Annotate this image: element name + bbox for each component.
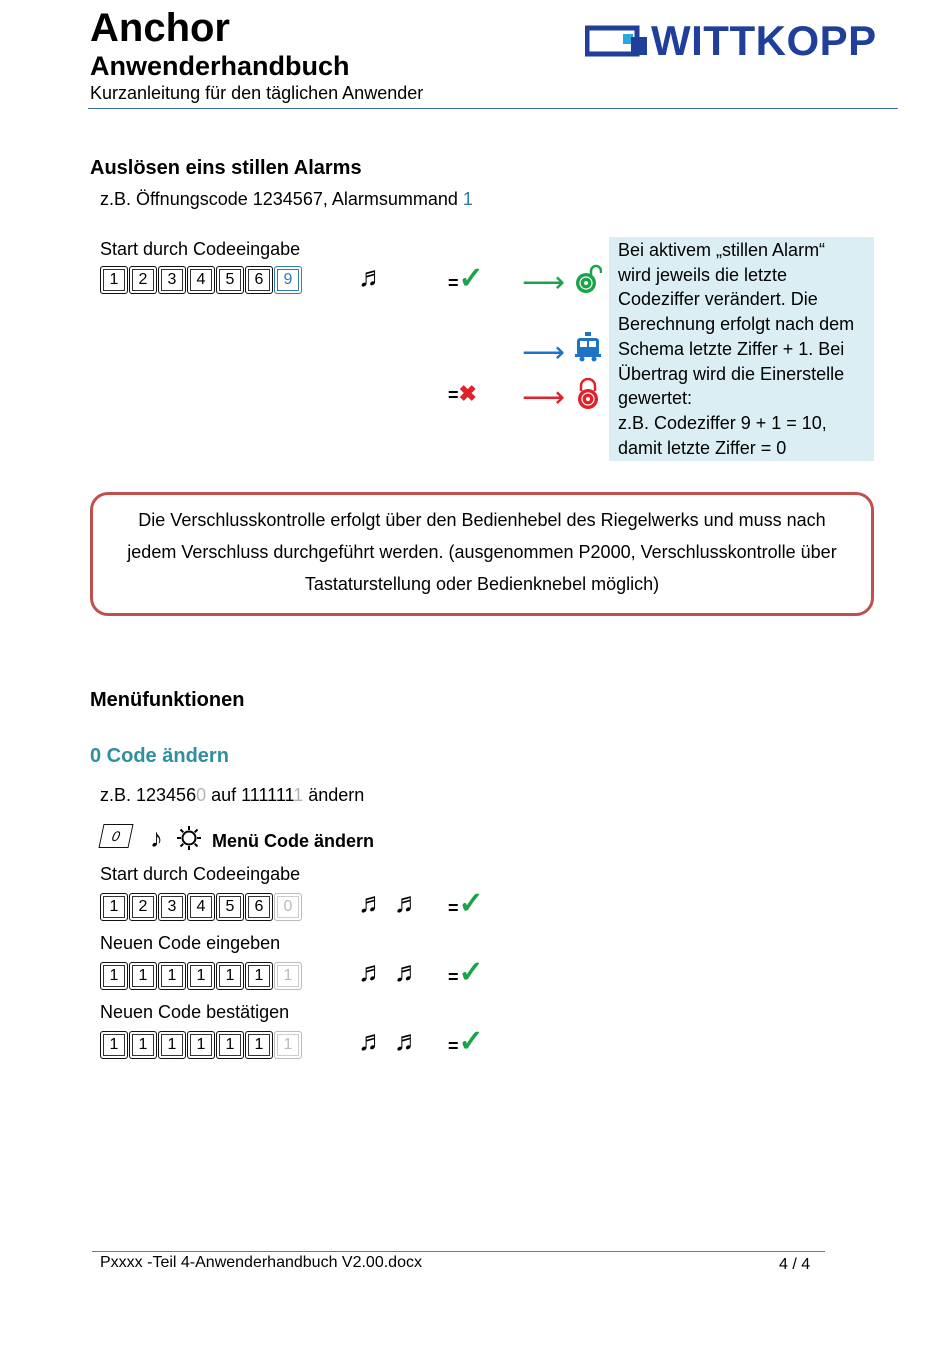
key: 1 xyxy=(129,1031,157,1059)
key: 1 xyxy=(100,962,128,990)
key: 5 xyxy=(216,266,244,294)
key: 4 xyxy=(187,893,215,921)
unlock-icon xyxy=(574,264,602,299)
key: 2 xyxy=(129,266,157,294)
info-line: Übertrag wird die Einerstelle xyxy=(618,363,845,384)
key: 1 xyxy=(100,1031,128,1059)
double-note-icon: ♬ ♬ xyxy=(358,956,422,987)
key-last: 1 xyxy=(274,1031,302,1059)
page-number: 4 / 4 xyxy=(779,1256,811,1273)
document-title: Anchor xyxy=(90,6,230,50)
notice-line: Die Verschlusskontrolle erfolgt über den Bedienhebel des Riegelwerks und muss nach xyxy=(138,510,826,530)
check-icon: ✓ xyxy=(458,1025,484,1058)
info-line: z.B. Codeziffer 9 + 1 = 10, xyxy=(618,412,827,433)
step-keypad-row xyxy=(100,1031,302,1059)
document-description: Kurzanleitung für den täglichen Anwender xyxy=(90,83,424,103)
info-line: gewertet: xyxy=(618,388,693,409)
alarm-start-label: Start durch Codeeingabe xyxy=(100,239,301,259)
key: 1 xyxy=(187,962,215,990)
key: 1 xyxy=(158,962,186,990)
menu-key-icon: 0 xyxy=(98,824,133,848)
wittkopp-logo xyxy=(585,17,877,64)
equals-sign: = xyxy=(448,1036,459,1056)
check-icon: ✓ xyxy=(458,262,484,295)
info-line: wird jeweils die letzte xyxy=(618,264,788,285)
double-note-icon: ♬ xyxy=(358,261,386,292)
code-change-heading: 0 Code ändern xyxy=(90,745,229,767)
key: 3 xyxy=(158,893,186,921)
step-label: Start durch Codeeingabe xyxy=(100,864,301,884)
lock-icon xyxy=(574,378,602,415)
key-modified: 9 xyxy=(274,266,302,294)
key: 1 xyxy=(245,962,273,990)
key: 3 xyxy=(158,266,186,294)
lock-check-notice xyxy=(90,492,874,616)
ok-indicator xyxy=(448,264,484,294)
example-text: ändern xyxy=(303,785,365,805)
equals-sign: = xyxy=(448,967,459,987)
arrow-icon: ⟶ xyxy=(522,266,566,299)
alarm-example-text: z.B. Öffnungscode 1234567, Alarmsummand xyxy=(100,189,463,209)
info-line: Berechnung erfolgt nach dem xyxy=(618,314,855,335)
document-subtitle: Anwenderhandbuch xyxy=(90,51,350,81)
key: 1 xyxy=(245,1031,273,1059)
key: 1 xyxy=(158,1031,186,1059)
silent-alarm-info-box xyxy=(609,237,874,461)
example-text: auf 111111 xyxy=(206,785,294,805)
code-change-example xyxy=(100,784,364,806)
key: 1 xyxy=(187,1031,215,1059)
check-icon: ✓ xyxy=(458,956,484,989)
example-text: z.B. 123456 xyxy=(100,785,197,805)
key: 6 xyxy=(245,266,273,294)
step-label: Neuen Code bestätigen xyxy=(100,1002,290,1022)
menu-code-change-label: Menü Code ändern xyxy=(212,831,375,851)
cross-icon: ✖ xyxy=(458,381,477,406)
alarm-example xyxy=(100,188,473,210)
info-line: Codeziffer verändert. Die xyxy=(618,289,818,310)
info-line: damit letzte Ziffer = 0 xyxy=(618,437,787,458)
footer-divider xyxy=(92,1251,825,1252)
double-note-icon: ♬ ♬ xyxy=(358,1025,422,1056)
key: 1 xyxy=(100,893,128,921)
ok-indicator xyxy=(448,889,484,919)
key: 1 xyxy=(216,962,244,990)
info-line: Schema letzte Ziffer + 1. Bei xyxy=(618,338,845,359)
double-note-icon: ♬ ♬ xyxy=(358,887,422,918)
key-last: 1 xyxy=(274,962,302,990)
arrow-icon: ⟶ xyxy=(522,381,566,414)
info-line: Bei aktivem „stillen Alarm“ xyxy=(618,240,826,260)
alarm-heading: Auslösen eins stillen Alarms xyxy=(90,157,362,179)
key: 1 xyxy=(129,962,157,990)
key: 2 xyxy=(129,893,157,921)
step-label: Neuen Code eingeben xyxy=(100,933,281,953)
key: 4 xyxy=(187,266,215,294)
alarm-summand: 1 xyxy=(462,189,473,209)
equals-sign: = xyxy=(448,385,459,405)
footer-filename: Pxxxx -Teil 4-Anwenderhandbuch V2.00.docx xyxy=(100,1254,422,1271)
equals-sign: = xyxy=(448,273,459,293)
key-last: 0 xyxy=(274,893,302,921)
key: 5 xyxy=(216,893,244,921)
error-indicator xyxy=(448,382,477,406)
single-note-icon: ♪ xyxy=(150,823,163,853)
key: 6 xyxy=(245,893,273,921)
example-grey-digit: 0 xyxy=(196,785,207,805)
notice-line: jedem Verschluss durchgeführt werden. (ausgenommen P2000, Verschlusskontrolle über xyxy=(127,542,837,562)
step-keypad-row xyxy=(100,962,302,990)
key: 1 xyxy=(100,266,128,294)
truck-icon xyxy=(574,332,602,367)
sun-icon xyxy=(176,825,202,856)
example-grey-digit: 1 xyxy=(293,785,304,805)
equals-sign: = xyxy=(448,898,459,918)
notice-line: Tastaturstellung oder Bedienknebel möglich) xyxy=(304,574,660,594)
step-keypad-row xyxy=(100,893,302,921)
logo-mark-icon xyxy=(585,25,647,57)
alarm-keypad-row xyxy=(100,266,302,294)
ok-indicator xyxy=(448,958,484,988)
header-divider xyxy=(88,108,898,109)
arrow-icon: ⟶ xyxy=(522,336,566,369)
ok-indicator xyxy=(448,1027,484,1057)
check-icon: ✓ xyxy=(458,887,484,920)
logo-text: WITTKOPP xyxy=(651,17,877,64)
key: 1 xyxy=(216,1031,244,1059)
menu-heading: Menüfunktionen xyxy=(90,689,245,711)
